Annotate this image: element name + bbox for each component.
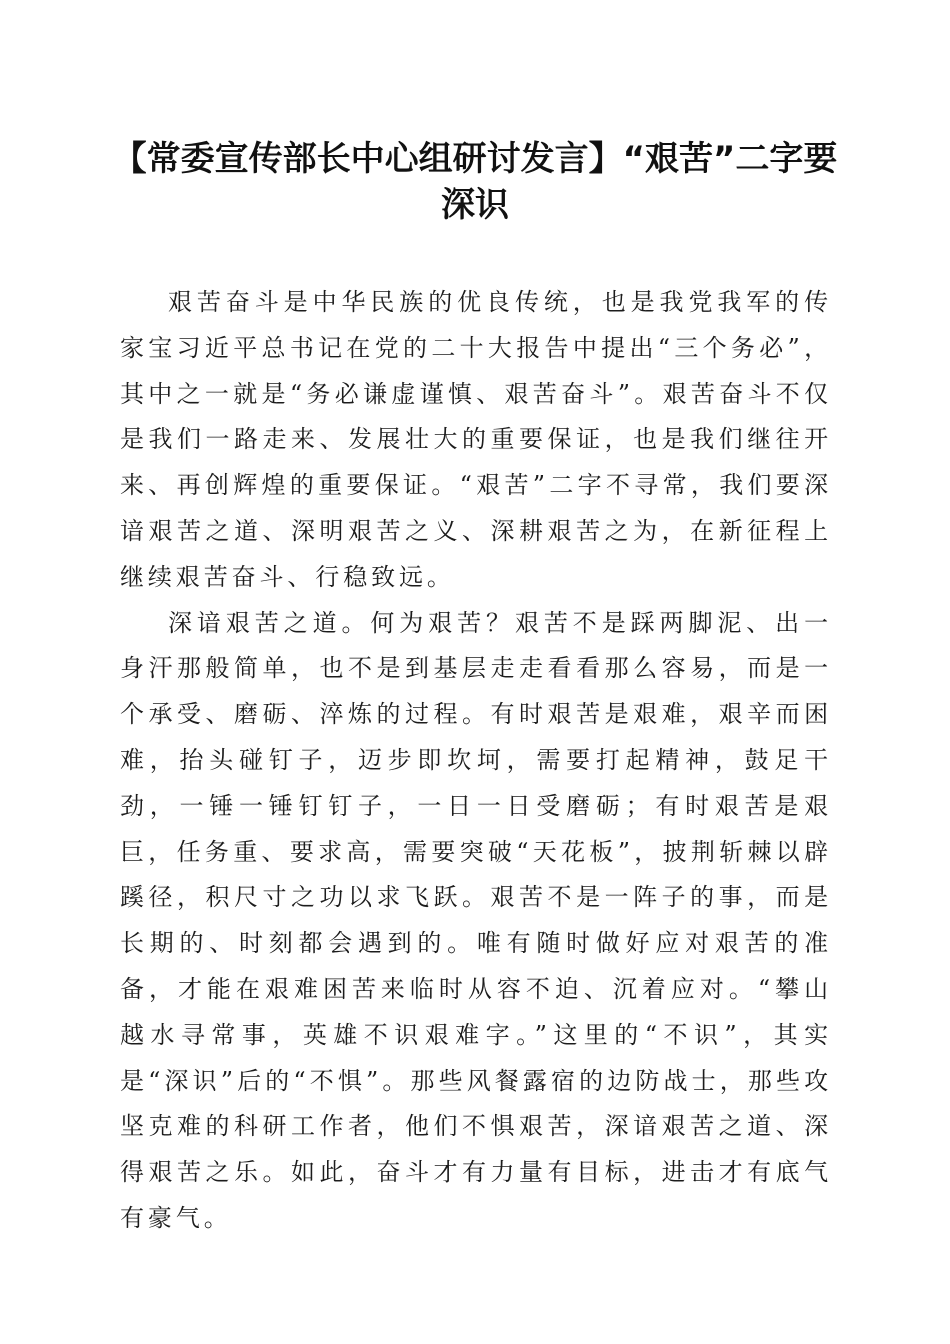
paragraph-intro: 艰苦奋斗是中华民族的优良传统，也是我党我军的传家宝习近平总书记在党的二十大报告中提出“三个务必”，其中之一就是“务必谦虚谨慎、艰苦奋斗”。艰苦奋斗不仅是我们一路走来、发展壮大的重要保证，也是我们继往开来、再创辉煌的重要保证。“艰苦”二字不寻常，我们要深谙艰苦之道、深明艰苦之义、深耕艰苦之为，在新征程上继续艰苦奋斗、行稳致远。	[120, 288, 832, 591]
document-body	[120, 280, 832, 1242]
paragraph-understand-hardship: 深谙艰苦之道。何为艰苦？艰苦不是踩两脚泥、出一身汗那般简单，也不是到基层走走看看那么容易，而是一个承受、磨砺、淬炼的过程。有时艰苦是艰难，艰辛而困难，抬头碰钉子，迈步即坎坷，需要打起精神，鼓足干劲，一锤一锤钉钉子，一日一日受磨砺；有时艰苦是艰巨，任务重、要求高，需要突破“天花板”，披荆斩棘以辟蹊径，积尺寸之功以求飞跃。艰苦不是一阵子的事，而是长期的、时刻都会遇到的。唯有随时做好应对艰苦的准备，才能在艰难困苦来临时从容不迫、沉着应对。“攀山越水寻常事，英雄不识艰难字。”这里的“不识”，其实是“深识”后的“不惧”。那些风餐露宿的边防战士，那些攻坚克难的科研工作者，他们不惧艰苦，深谙艰苦之道、深得艰苦之乐。如此，奋斗才有力量有目标，进击才有底气有豪气。	[120, 608, 832, 1232]
document-title: 【常委宣传部长中心组研讨发言】“艰苦”二字要深识	[112, 139, 838, 225]
